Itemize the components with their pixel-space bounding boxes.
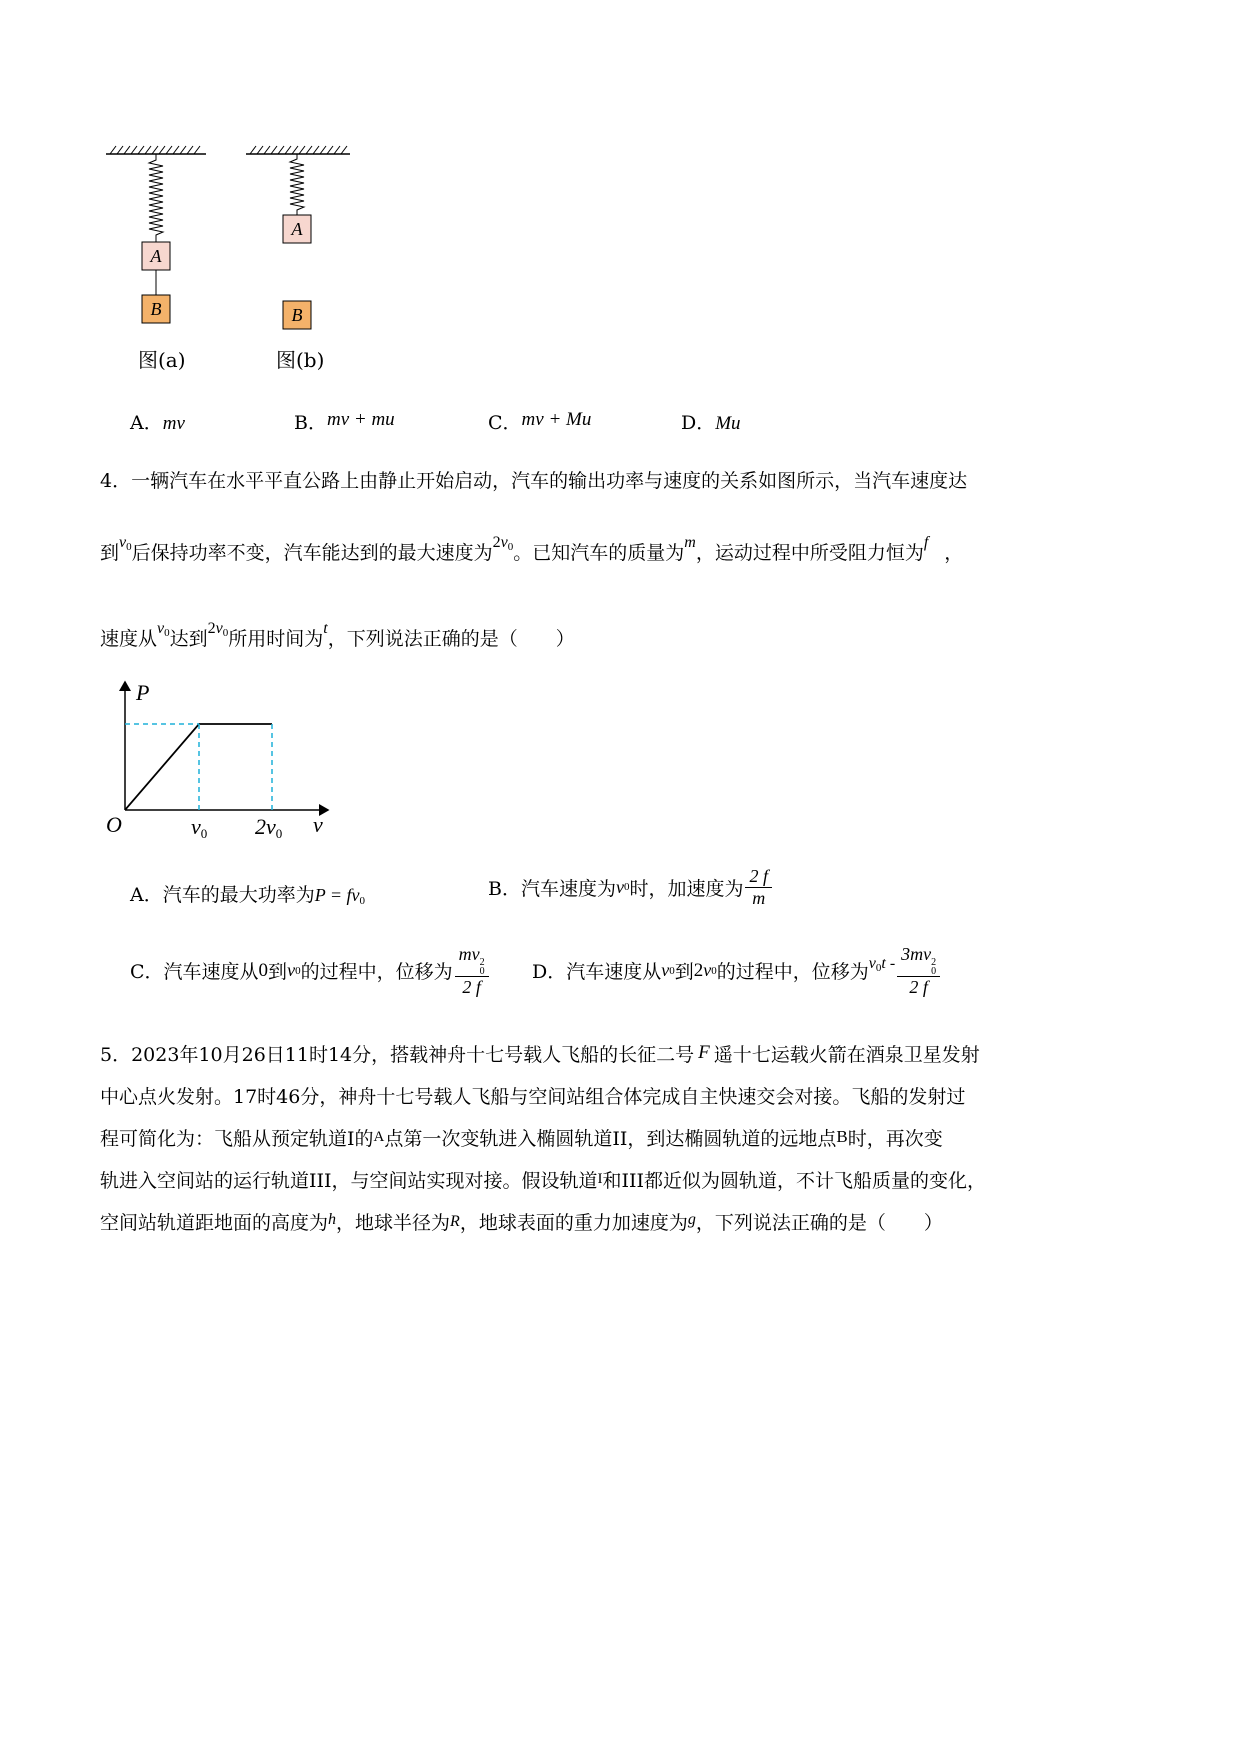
q5-stem-line2: 中心点火发射。17时46分，神舟十七号载人飞船与空间站组合体完成自主快速交会对接。飞船的发射过 bbox=[100, 1086, 966, 1108]
sym-sup-2: 2 bbox=[931, 957, 937, 968]
sym-sub-0: 0 bbox=[875, 962, 882, 975]
q4-option-c-fraction bbox=[455, 944, 489, 998]
sym-v: v bbox=[157, 620, 165, 637]
sym-v: v bbox=[615, 876, 624, 897]
q3-option-b bbox=[294, 408, 395, 435]
fraction-numerator: mv bbox=[458, 944, 480, 964]
q3-option-d bbox=[681, 408, 741, 435]
q4-option-d bbox=[532, 944, 942, 998]
q4-option-a-expr: P = fv bbox=[314, 885, 360, 905]
q4-text: 所用时间为 bbox=[228, 628, 324, 650]
q4-option-a bbox=[130, 880, 365, 907]
sym-v: v bbox=[661, 960, 670, 981]
fig-b-ceiling bbox=[246, 146, 350, 154]
sym-sub-0: 0 bbox=[126, 541, 132, 553]
q4-text: 到 bbox=[100, 542, 120, 564]
point-A: A bbox=[373, 1129, 385, 1145]
sym-sub-0: 0 bbox=[931, 966, 937, 977]
q4-option-c bbox=[130, 944, 491, 998]
x-axis-label: v bbox=[313, 812, 323, 837]
origin-label: O bbox=[106, 812, 122, 837]
fig-a-ceiling bbox=[106, 146, 206, 154]
sym-v: v bbox=[119, 534, 127, 551]
q3-option-b-expr: mv + mu bbox=[326, 409, 395, 430]
fraction-numerator: 3mv bbox=[901, 944, 932, 964]
q4-stem-line3 bbox=[100, 620, 575, 651]
fig-a-caption: 图(a) bbox=[138, 348, 186, 372]
q4-text: 的过程中，位移为 bbox=[716, 961, 869, 984]
fig-b-label-b: B bbox=[291, 305, 303, 325]
sym-F: F bbox=[698, 1042, 710, 1063]
sym-sub-0: 0 bbox=[359, 895, 366, 907]
q3-option-a-expr: mv bbox=[162, 413, 185, 434]
fraction-denominator: 2 f bbox=[909, 977, 928, 997]
sym-sub-0: 0 bbox=[711, 964, 717, 977]
q5-text: 轨进入空间站的运行轨道III，与空间站实现对接。假设轨道 bbox=[100, 1170, 598, 1192]
sym-v: v bbox=[703, 960, 712, 981]
q5-text: 5．2023年10月26日11时14分，搭载神舟十七号载人飞船的长征二号 bbox=[100, 1044, 695, 1066]
q5-stem-line3 bbox=[100, 1124, 943, 1151]
sym-f: f bbox=[923, 534, 929, 551]
q5-stem-line1 bbox=[100, 1040, 980, 1067]
q4-text: 到 bbox=[674, 961, 694, 984]
q4-option-a-label: A．汽车的最大功率为 bbox=[130, 884, 315, 906]
tick-2v0: 2v0 bbox=[255, 814, 283, 841]
q4-text: 时，加速度为 bbox=[629, 877, 744, 900]
q5-text: 点第一次变轨进入椭圆轨道II，到达椭圆轨道的远地点 bbox=[384, 1128, 837, 1150]
sym-v: v bbox=[868, 955, 876, 973]
fraction-denominator: m bbox=[752, 887, 766, 908]
sym-v: v bbox=[215, 620, 223, 637]
sym-sub-0: 0 bbox=[623, 881, 630, 894]
sym-sup-2: 2 bbox=[479, 957, 485, 968]
fraction-denominator: 2 f bbox=[462, 977, 481, 997]
q4-option-b-label: B．汽车速度为 bbox=[488, 877, 616, 900]
q4-text: ，下列说法正确的是（ ） bbox=[327, 628, 575, 650]
sym-sub-0: 0 bbox=[295, 964, 301, 977]
q5-text: 时，再次变 bbox=[847, 1128, 943, 1150]
q4-option-b-fraction bbox=[745, 866, 772, 908]
q4-power-velocity-graph bbox=[100, 676, 340, 846]
q4-stem-line1: 4．一辆汽车在水平平直公路上由静止开始启动，汽车的输出功率与速度的关系如图所示，当汽车速度达 bbox=[100, 470, 968, 492]
sym-sub-0: 0 bbox=[479, 966, 485, 977]
sym-m: m bbox=[684, 534, 696, 551]
q4-text: 达到 bbox=[169, 628, 208, 650]
sym-sub-0: 0 bbox=[507, 541, 514, 553]
tick-v0: v0 bbox=[191, 814, 208, 841]
sym-2: 2 bbox=[693, 959, 704, 981]
q5-text: ，地球表面的重力加速度为 bbox=[459, 1212, 688, 1234]
q5-stem-line4 bbox=[100, 1166, 986, 1193]
q3-option-a-label: A． bbox=[130, 412, 163, 434]
sym-sub-0: 0 bbox=[669, 964, 675, 977]
q3-option-c-label: C． bbox=[488, 412, 522, 434]
sym-h: h bbox=[328, 1211, 337, 1228]
q5-text: 和III都近似为圆轨道，不计飞船质量的变化， bbox=[602, 1170, 987, 1192]
fig-b-spring bbox=[290, 154, 304, 215]
q4-stem-line2 bbox=[100, 534, 964, 565]
sym-2: 2 bbox=[207, 620, 216, 637]
fig-b-caption: 图(b) bbox=[276, 348, 325, 372]
q4-text: ， bbox=[944, 542, 964, 564]
q5-text: ，地球半径为 bbox=[336, 1212, 451, 1234]
sym-v: v bbox=[287, 960, 296, 981]
fraction-numerator: 2 f bbox=[745, 866, 772, 888]
q4-option-d-fraction bbox=[897, 944, 940, 998]
sym-2: 2 bbox=[492, 534, 501, 551]
q5-stem-line5 bbox=[100, 1208, 943, 1235]
q4-text: 到 bbox=[268, 961, 288, 984]
y-axis-label: P bbox=[136, 680, 150, 705]
fig-a-label-b: B bbox=[150, 299, 162, 319]
q4-text: 。已知汽车的质量为 bbox=[513, 542, 685, 564]
q3-option-a bbox=[130, 408, 185, 435]
q4-option-d-pre: t - bbox=[881, 955, 896, 973]
sym-sub-0: 0 bbox=[222, 627, 229, 639]
q3-option-b-label: B． bbox=[294, 412, 327, 434]
sym-g: g bbox=[687, 1211, 696, 1228]
q3-option-c bbox=[488, 408, 591, 435]
q4-option-c-label: C．汽车速度从 bbox=[130, 961, 259, 984]
q4-text: 速度从 bbox=[100, 628, 158, 650]
fig-a-label-a: A bbox=[150, 246, 162, 266]
q4-option-d-label: D．汽车速度从 bbox=[532, 961, 662, 984]
q5-text: 空间站轨道距地面的高度为 bbox=[100, 1212, 329, 1234]
fig-a-spring bbox=[149, 154, 163, 242]
q4-text: ，运动过程中所受阻力恒为 bbox=[695, 542, 924, 564]
sym-v: v bbox=[500, 534, 508, 551]
q3-option-d-label: D． bbox=[681, 412, 716, 434]
q5-text: 遥十七运载火箭在酒泉卫星发射 bbox=[713, 1044, 980, 1066]
q5-text: ，下列说法正确的是（ ） bbox=[695, 1212, 943, 1234]
fig-b-label-a: A bbox=[291, 219, 303, 239]
q3-option-c-expr: mv + Mu bbox=[521, 409, 592, 430]
q4-text: 的过程中，位移为 bbox=[300, 961, 453, 984]
zero: 0 bbox=[258, 959, 269, 981]
q4-option-b bbox=[488, 866, 774, 908]
sym-sub-0: 0 bbox=[164, 627, 170, 639]
sym-R: R bbox=[450, 1213, 460, 1230]
q4-text: 后保持功率不变，汽车能达到的最大速度为 bbox=[131, 542, 493, 564]
orbit-I: I bbox=[597, 1171, 603, 1187]
point-B: B bbox=[836, 1127, 848, 1146]
q3-option-d-expr: Mu bbox=[715, 413, 741, 434]
q5-text: 程可简化为：飞船从预定轨道I的 bbox=[100, 1128, 374, 1150]
sym-t: t bbox=[323, 620, 328, 637]
